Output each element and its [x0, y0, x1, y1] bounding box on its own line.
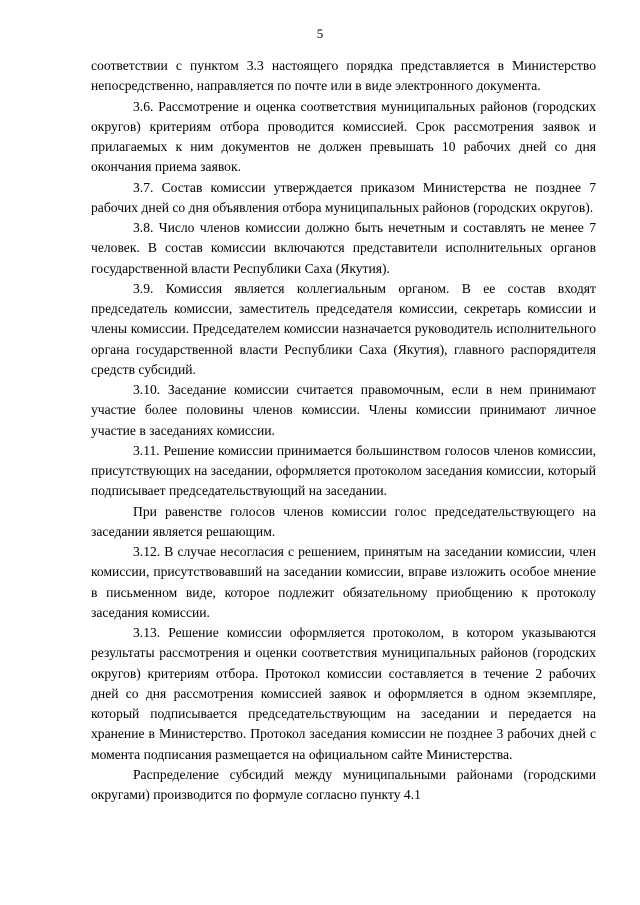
paragraph-tie-vote: При равенстве голосов членов комиссии голос председательствующего на заседании является решающим.: [91, 503, 596, 539]
paragraph-3-6: 3.6. Рассмотрение и оценка соответствия муниципальных районов (городских округов) критериям отбора проводится комиссией. Срок рассмотрения заявок и прилагаемых к ним документов не должен превышать 10 рабочих дней со дня окончания приема заявок.: [91, 98, 596, 175]
paragraph-3-12: 3.12. В случае несогласия с решением, принятым на заседании комиссии, член комиссии, присутствовавший на заседании комиссии, вправе изложить особое мнение в письменном виде, которое подлежит обязательному приобщению к протоколу заседания комиссии.: [91, 544, 596, 620]
paragraph-distribution: Распределение субсидий между муниципальными районами (городскими округами) производится по формуле согласно пункту 4.1: [91, 766, 596, 802]
paragraph-3-7: 3.7. Состав комиссии утверждается приказом Министерства не позднее 7 рабочих дней со дня объявления отбора муниципальных районов (городских округов).: [91, 179, 596, 215]
paragraph-3-11: 3.11. Решение комиссии принимается большинством голосов членов комиссии, присутствующих на заседании, оформляется протоколом заседания комиссии, который подписывает председательствующий на заседании.: [91, 442, 596, 499]
document-body: [91, 56, 596, 805]
page-number: 5: [316, 26, 324, 41]
paragraph-3-10: 3.10. Заседание комиссии считается правомочным, если в нем принимают участие более половины членов комиссии. Члены комиссии принимают личное участие в заседаниях комиссии.: [91, 382, 596, 438]
paragraph-3-13: 3.13. Решение комиссии оформляется протоколом, в котором указываются результаты рассмотрения и оценки соответствия муниципальных районов (городских округов) критериям отбора. Протокол комиссии составляется в течение 2 рабочих дней со дня рассмотрения комиссией заявок и оформляется в одном экземпляре, который подписывается председательствующим на заседании и передается на хранение в Министерство. Протокол заседания комиссии не позднее 3 рабочих дней с момента подписания размещается на официальном сайте Министерства.: [91, 625, 596, 762]
paragraph-3-8: 3.8. Число членов комиссии должно быть нечетным и составлять не менее 7 человек. В состав комиссии включаются представители исполнительных органов государственной власти Республики Саха (Якутия).: [91, 220, 596, 276]
paragraph-3-9: 3.9. Комиссия является коллегиальным органом. В ее состав входят председатель комиссии, заместитель председателя комиссии, секретарь комиссии и члены комиссии. Председателем комиссии назначается руководитель исполнительного органа государственной власти Республики Саха (Якутия), главного распорядителя средств субсидий.: [91, 280, 596, 377]
paragraph-continuation: соответствии с пунктом 3.3 настоящего порядка представляется в Министерство непосредственно, направляется по почте или в виде электронного документа.: [91, 58, 596, 94]
